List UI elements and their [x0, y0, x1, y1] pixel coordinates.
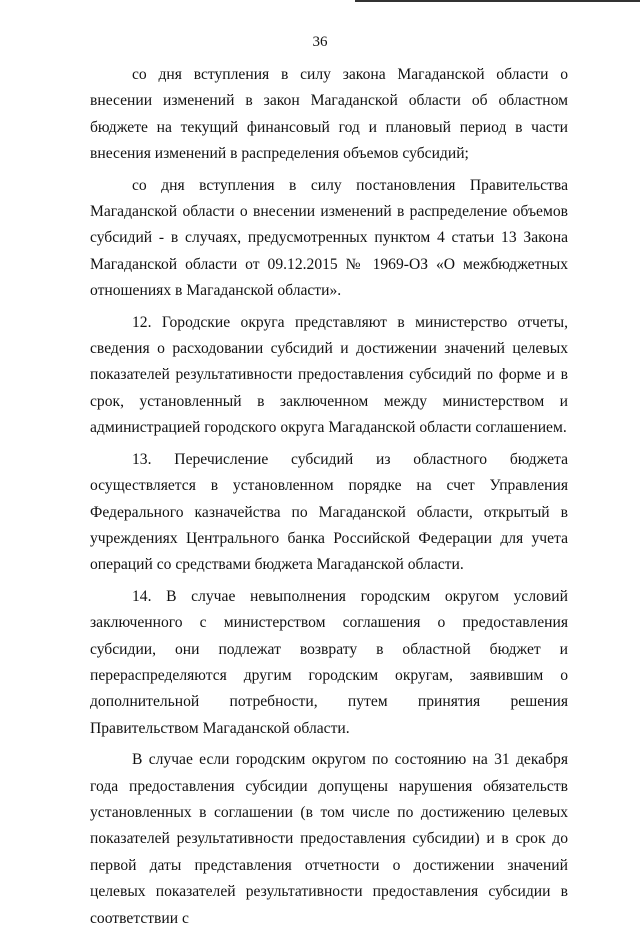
paragraph-violations: В случае если городским округом по состоянию на 31 декабря года предоставления субсидии допущены нарушения обязательств установленных в соглашении (в том числе по достижению целевых показателей результативности предоставления субсидии) и в срок до первой даты представления отчетности о достижении значений целевых показателей результативности предоставления субсидии в соответствии с [90, 751, 568, 927]
paragraph-12-reports: 12. Городские округа представляют в министерство отчеты, сведения о расходовании субсидий и достижении значений целевых показателей результативности предоставления субсидий по форме и в срок, установленный в заключенном между министерством и администрацией городского округа Магаданской области соглашением. [90, 313, 568, 437]
page-number: 36 [312, 34, 328, 50]
document-body [90, 62, 568, 932]
paragraph-14-noncompliance: 14. В случае невыполнения городским округом условий заключенного с министерством соглашения о предоставления субсидии, они подлежат возврату в областной бюджет и перераспределяются другим городским округам, заявившим о дополнительной потребности, путем принятия решения Правительством Магаданской области. [90, 587, 568, 737]
paragraph-effective-resolution: со дня вступления в силу постановления Правительства Магаданской области о внесении изменений в распределение объемов субсидий - в случаях, предусмотренных пунктом 4 статьи 13 Закона Магаданской области от 09.12.2015 № 1969-ОЗ «О межбюджетных отношениях в Магаданской области». [90, 176, 568, 300]
paragraph-13-transfer: 13. Перечисление субсидий из областного бюджета осуществляется в установленном порядке на счет Управления Федерального казначейства по Магаданской области, открытый в учреждениях Центрального банка Российской Федерации для учета операций со средствами бюджета Магаданской области. [90, 450, 568, 574]
paragraph-effective-law: со дня вступления в силу закона Магаданской области о внесении изменений в закон Магаданской области об областном бюджете на текущий финансовый год и плановый период в части внесения изменений в распределения объемов субсидий; [90, 66, 568, 163]
top-border-line [355, 0, 640, 2]
